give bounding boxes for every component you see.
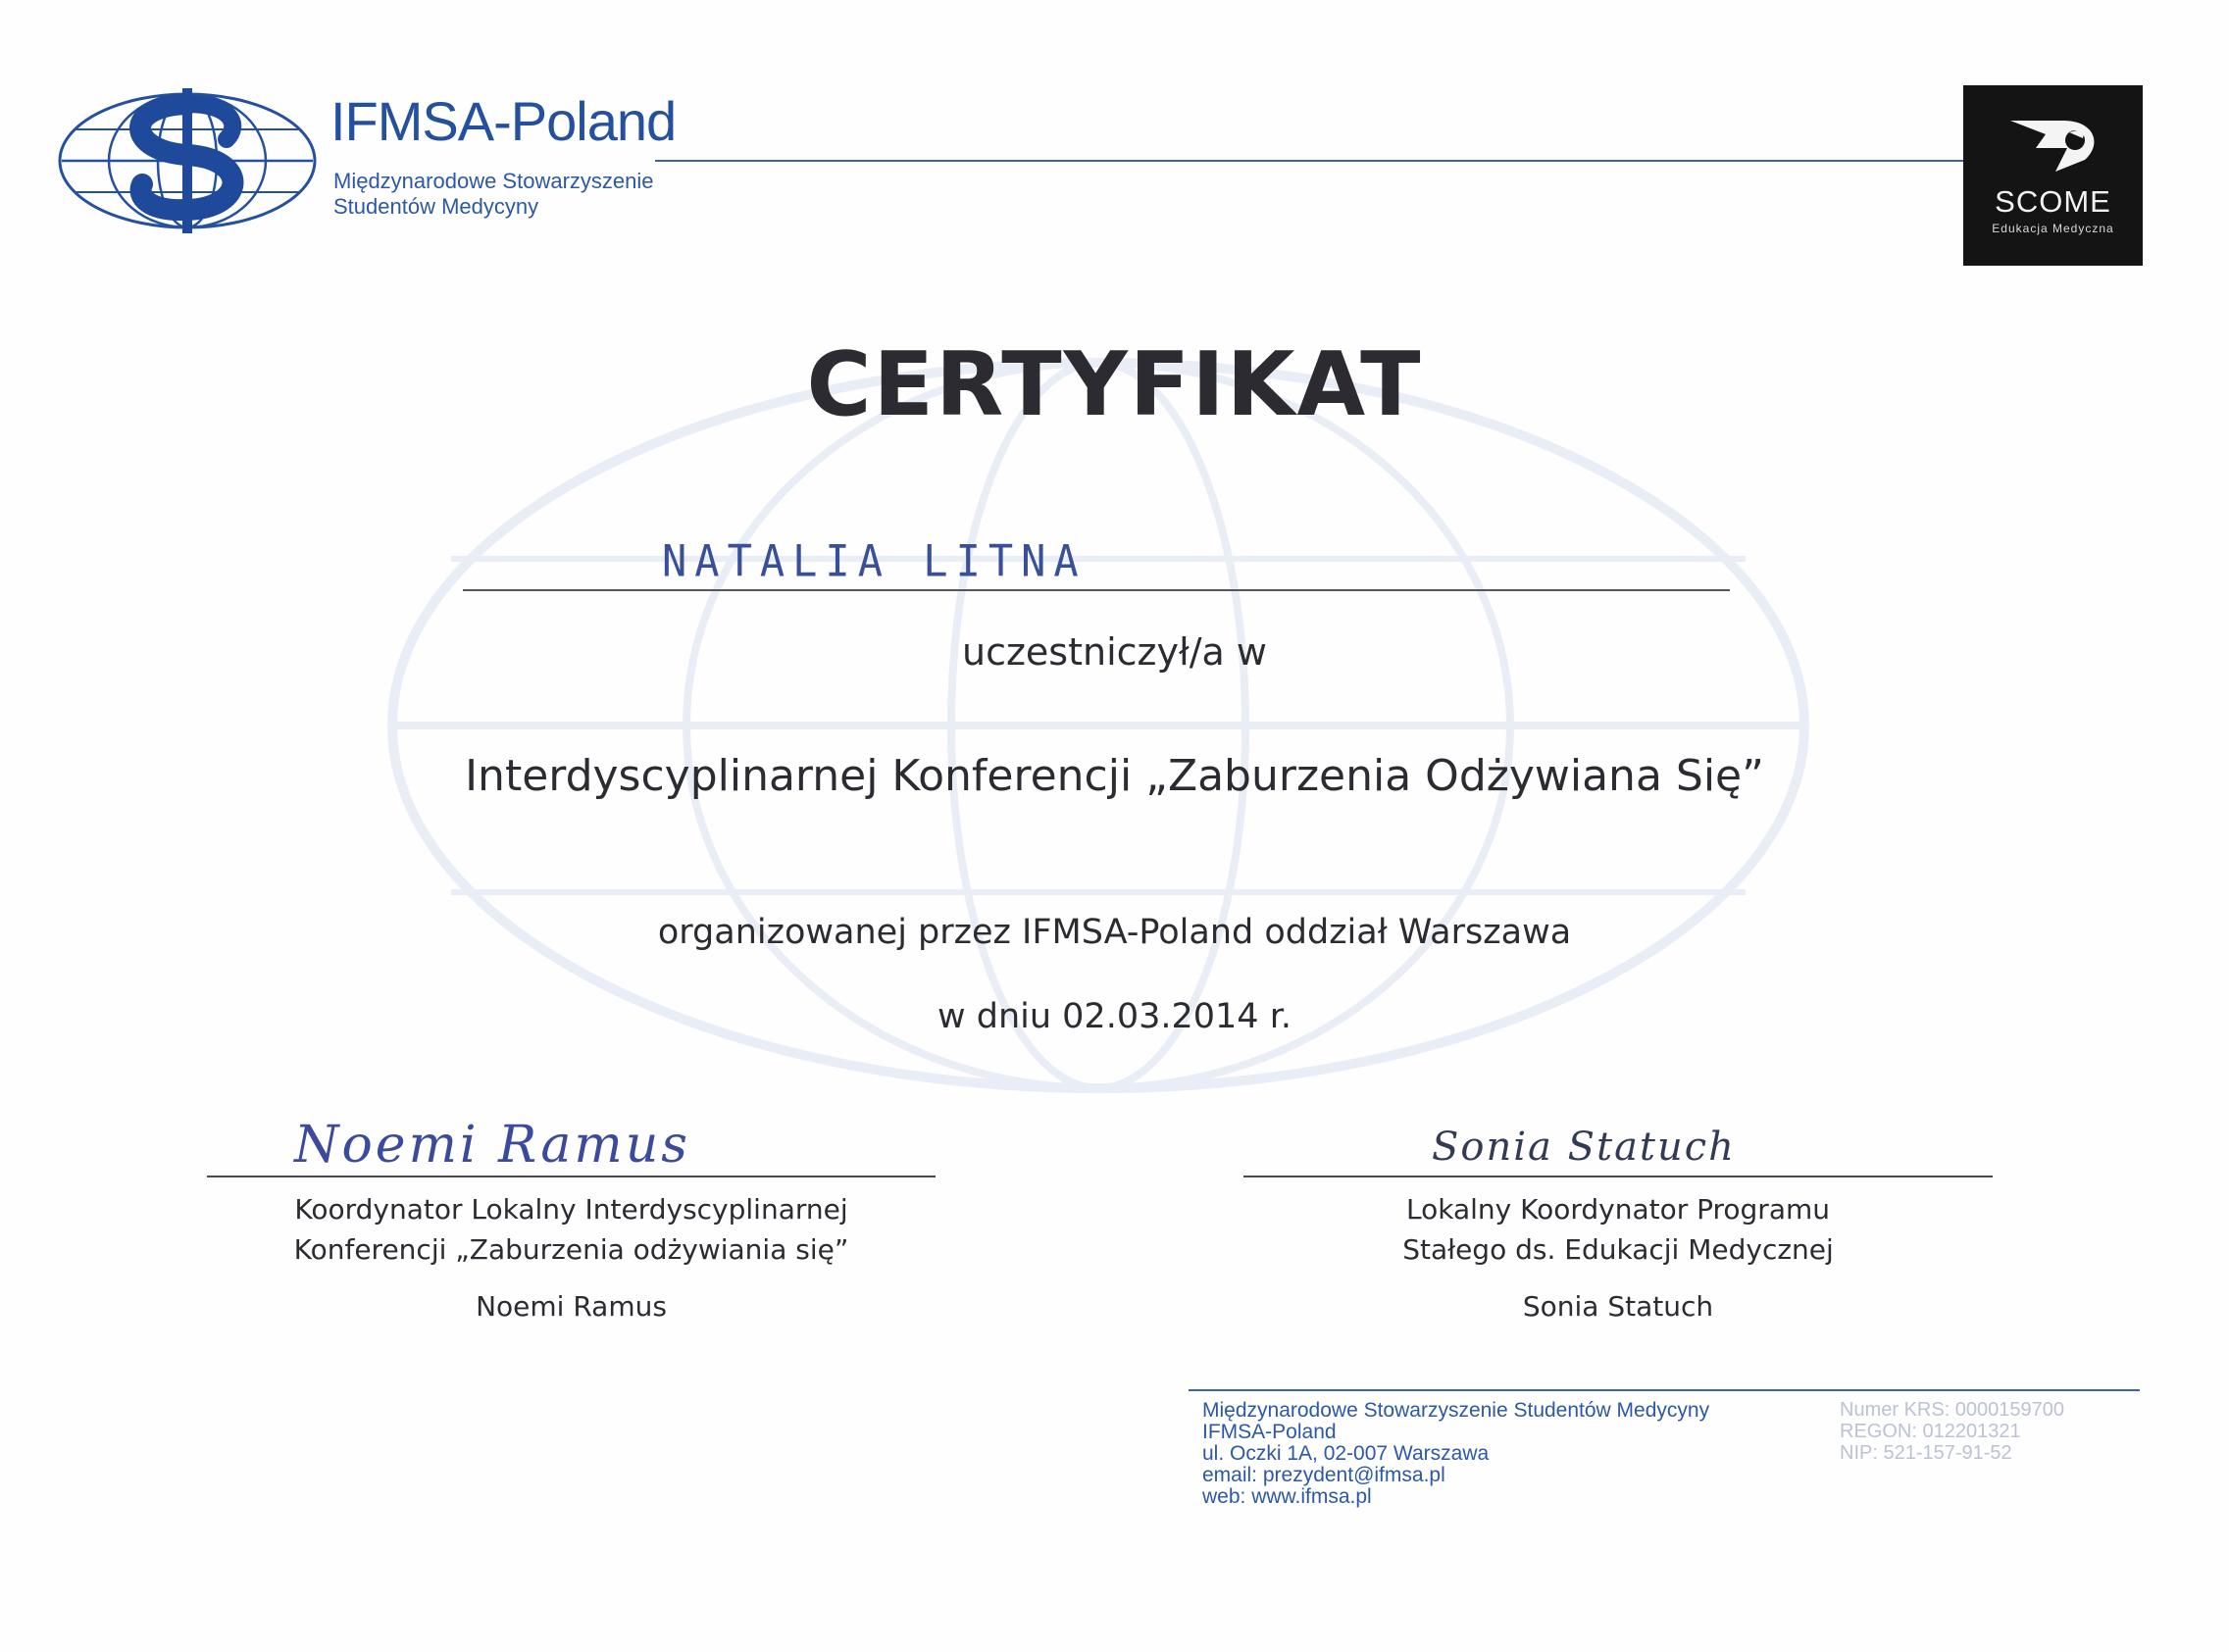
event-date: w dniu 02.03.2014 r.	[937, 997, 1292, 1036]
scome-subtitle: Edukacja Medyczna	[1992, 222, 2114, 235]
left-role-line1: Koordynator Lokalny Interdyscyplinarnej	[294, 1193, 848, 1226]
left-role-line2: Konferencji „Zaburzenia odżywiania się”	[293, 1233, 849, 1266]
scome-logo	[1963, 85, 2143, 266]
footer-address-line2: IFMSA-Poland	[1202, 1421, 1337, 1443]
participant-name: NATALIA LITNA	[662, 535, 1087, 587]
footer-regon: REGON: 012201321	[1840, 1421, 2021, 1442]
scome-title: SCOME	[1995, 184, 2111, 219]
right-role-line2: Stałego ds. Edukacji Medycznej	[1402, 1233, 1834, 1266]
certificate-title: CERTYFIKAT	[806, 333, 1423, 436]
watermark-globe-icon	[373, 343, 1824, 1108]
right-signer-name: Sonia Statuch	[1522, 1290, 1714, 1323]
footer-address-line3: ul. Oczki 1A, 02-007 Warszawa	[1202, 1442, 1490, 1465]
ifmsa-logo-icon	[54, 86, 321, 235]
org-subtitle-line1: Międzynarodowe Stowarzyszenie	[333, 169, 654, 193]
participated-text: uczestniczył/a w	[961, 630, 1267, 674]
right-signature: Sonia Statuch	[1432, 1125, 1736, 1170]
header-divider	[655, 160, 1964, 162]
left-signature-line	[207, 1176, 936, 1177]
conference-name: Interdyscyplinarnej Konferencji „Zaburzenia Odżywiana Się”	[465, 751, 1764, 801]
left-signer-name: Noemi Ramus	[476, 1290, 667, 1323]
footer-address-line1: Międzynarodowe Stowarzyszenie Studentów Medycyny	[1202, 1399, 1710, 1422]
org-subtitle-line2: Studentów Medycyny	[333, 194, 539, 219]
organizer-text: organizowanej przez IFMSA-Poland oddział Warszawa	[657, 913, 1572, 952]
name-underline	[463, 589, 1730, 591]
right-role-line1: Lokalny Koordynator Programu	[1405, 1193, 1831, 1226]
footer-nip: NIP: 521-157-91-52	[1840, 1442, 2012, 1464]
right-signature-line	[1243, 1176, 1993, 1177]
footer-divider	[1189, 1389, 2140, 1391]
left-signature: Noemi Ramus	[294, 1116, 690, 1175]
footer-krs: Numer KRS: 0000159700	[1840, 1399, 2065, 1421]
footer-web: web: www.ifmsa.pl	[1202, 1485, 1372, 1508]
footer-email: email: prezydent@ifmsa.pl	[1202, 1464, 1445, 1486]
scome-book-icon	[2006, 115, 2104, 175]
org-name: IFMSA-Poland	[330, 90, 677, 152]
